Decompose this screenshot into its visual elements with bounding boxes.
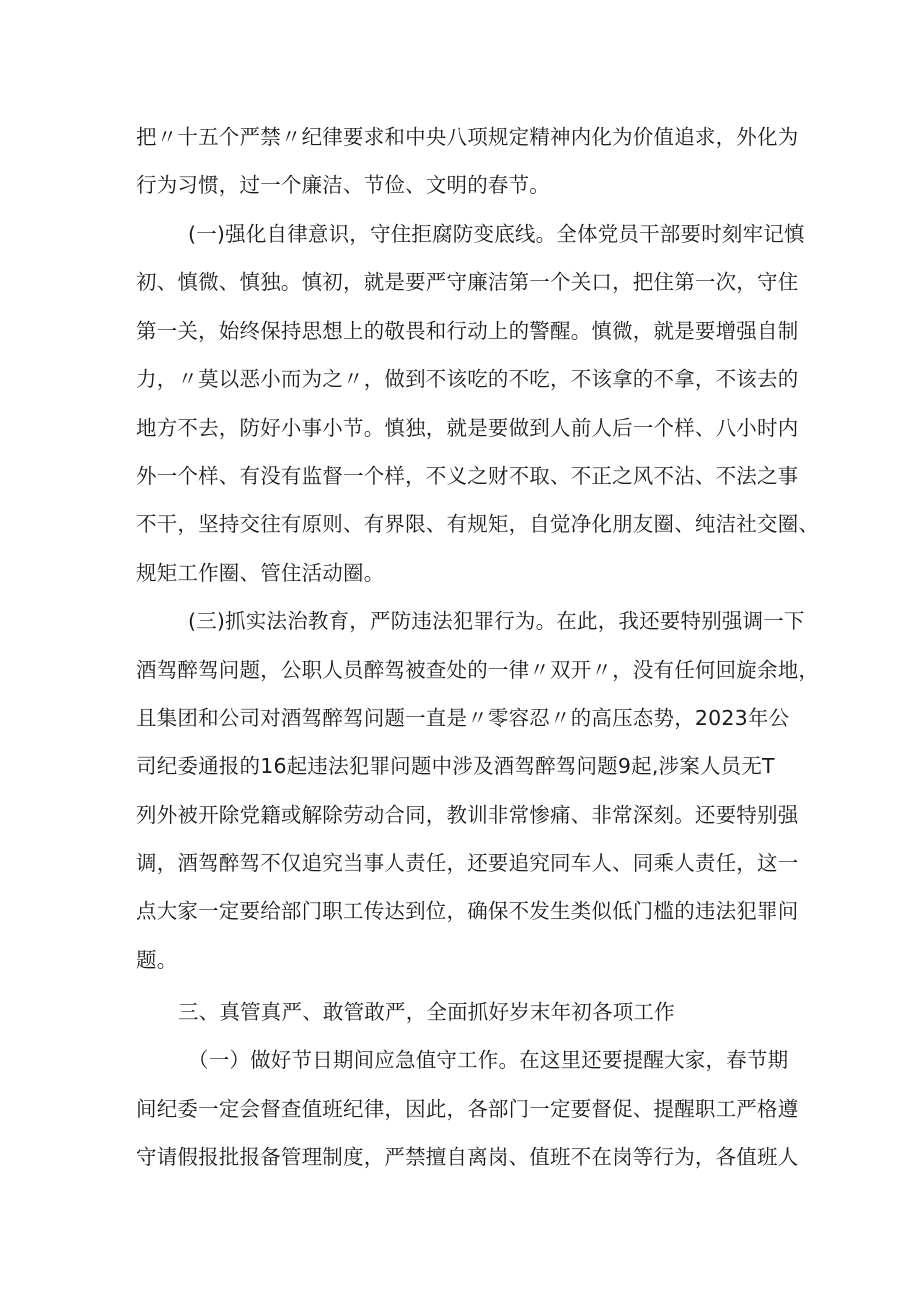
text-line: 规矩工作圈、管住活动圈。 (136, 561, 385, 585)
text-line: 间纪委一定会督查值班纪律，因此，各部门一定要督促、提醒职工严格遵 (136, 1097, 799, 1121)
text-line: 把〃十五个严禁〃纪律要求和中央八项规定精神内化为价值追求，外化为 (136, 125, 799, 149)
text-line: 调，酒驾醉驾不仅追究当事人责任，还要追究同车人、同乘人责任，这一 (136, 851, 799, 875)
text-line: 第一关，始终保持思想上的敬畏和行动上的警醒。慎微，就是要增强自制 (136, 319, 799, 343)
section-heading: 三、真管真严、敢管敢严，全面抓好岁末年初各项工作 (178, 1000, 675, 1024)
text-line: 守请假报批报备管理制度，严禁擅自离岗、值班不在岗等行为，各值班人 (136, 1145, 799, 1169)
text-line: 行为习惯，过一个廉洁、节俭、文明的春节。 (136, 173, 550, 197)
text-line: 题。 (136, 948, 178, 972)
paragraph-start-line: （一）做好节日期间应急值守工作。在这里还要提醒大家，春节期 (188, 1048, 789, 1072)
text-line: 酒驾醉驾问题，公职人员醉驾被查处的一律〃双开〃，没有任何回旋余地， (136, 658, 820, 682)
text-line: 不干，坚持交往有原则、有界限、有规矩，自觉净化朋友圈、纯洁社交圈、 (136, 512, 820, 536)
text-line: 列外被开除党籍或解除劳动合同，教训非常惨痛、非常深刻。还要特别强 (136, 803, 799, 827)
paragraph-start-line: (一)强化自律意识，守住拒腐防变底线。全体党员干部要时刻牢记慎 (188, 222, 805, 246)
text-line: 地方不去，防好小事小节。慎独，就是要做到人前人后一个样、八小时内 (136, 416, 799, 440)
text-line: 点大家一定要给部门职工传达到位，确保不发生类似低门槛的违法犯罪问 (136, 899, 799, 923)
text-line: 司纪委通报的16起违法犯罪问题中涉及酒驾醉驾问题9起,涉案人员无T (136, 754, 775, 778)
paragraph-start-line: (三)抓实法治教育，严防违法犯罪行为。在此，我还要特别强调一下 (188, 609, 805, 633)
text-line: 外一个样、有没有监督一个样，不义之财不取、不正之风不沾、不法之事 (136, 464, 799, 488)
text-line: 力，〃莫以恶小而为之〃，做到不该吃的不吃，不该拿的不拿，不该去的 (136, 367, 799, 391)
text-line: 初、慎微、慎独。慎初，就是要严守廉洁第一个关口，把住第一次，守住 (136, 270, 799, 294)
text-line: 且集团和公司对酒驾醉驾问题一直是〃零容忍〃的高压态势，2023年公 (136, 706, 790, 730)
